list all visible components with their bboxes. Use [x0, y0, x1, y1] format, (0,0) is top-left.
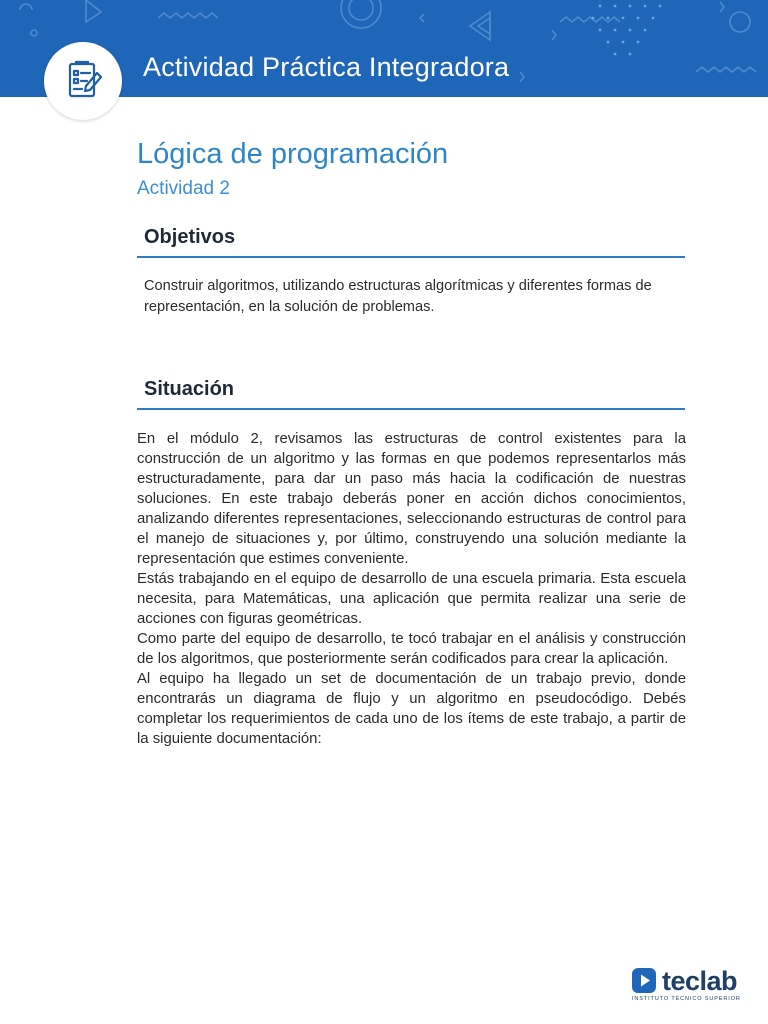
teclab-tagline: INSTITUTO TÉCNICO SUPERIOR — [632, 996, 741, 1002]
situacion-body — [137, 429, 686, 749]
banner-title: Actividad Práctica Integradora — [143, 52, 510, 82]
objetivos-heading-text: Objetivos — [144, 226, 236, 248]
document-title: Lógica de programación — [137, 138, 449, 170]
situacion-paragraph: Al equipo ha llegado un set de documentación de un trabajo previo, donde encontrarás un diagrama de flujo y un algoritmo en pseudocódigo. Debés completar los requerimientos de cada uno de los ítems de este trabajo, a partir de la siguiente documentación: — [137, 671, 686, 747]
teclab-logo — [632, 966, 747, 1006]
objetivos-heading — [137, 226, 685, 258]
situacion-heading — [137, 378, 685, 410]
objetivos-text: Construir algoritmos, utilizando estructuras algorítmicas y diferentes formas de representación, en la solución de problemas. — [144, 278, 652, 315]
teclab-play-icon — [632, 968, 658, 995]
document-subtitle: Actividad 2 — [137, 178, 230, 199]
situacion-paragraph: Estás trabajando en el equipo de desarrollo de una escuela primaria. Esta escuela necesita, para Matemáticas, una aplicación que permita realizar una serie de acciones con figuras geométricas. — [137, 571, 686, 627]
teclab-wordmark: teclab — [662, 966, 738, 996]
situacion-paragraph: Como parte del equipo de desarrollo, te tocó trabajar en el análisis y construcción de los algoritmos, que posteriormente serán codificados para crear la aplicación. — [137, 631, 686, 667]
situacion-paragraph: En el módulo 2, revisamos las estructuras de control existentes para la construcción de un algoritmo y las formas en que podemos representarlos más estructuradamente, para dar un paso más hacia la codificación de nuestras soluciones. En este trabajo deberás poner en acción dichos conocimientos, analizando diferentes representaciones, seleccionando estructuras de control para el manejo de situaciones y, por último, construyendo una solución mediante la representación que estimes conveniente. — [137, 431, 686, 567]
activity-badge — [44, 42, 122, 120]
situacion-heading-text: Situación — [144, 378, 235, 400]
worksheet-edit-icon — [61, 59, 105, 103]
